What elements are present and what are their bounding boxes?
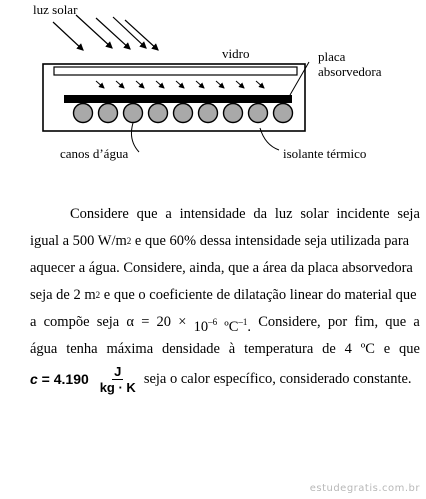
specific-heat-unit: $\frac{J}{kg \cdot K}$ (99, 363, 136, 395)
label-pipes: canos d’água (60, 146, 129, 161)
absorber-plate (64, 95, 292, 103)
label-plate-2: absorvedora (318, 64, 382, 79)
specific-heat-value: c = 4.190 (30, 370, 93, 387)
label-sunlight: luz solar (33, 2, 78, 17)
line-5: a compõe seja α = 20 × $10^{-6}$ ºC$^{-1}$. Considere, por fim, que a (30, 314, 420, 335)
line-2: igual a 500 W/m 2 e que 60% dessa intensidade seja utilizada para (30, 233, 410, 249)
line-3: aquecer a água. Considere, ainda, que a área da placa absorvedora (30, 260, 413, 276)
problem-statement (30, 201, 420, 397)
label-insulation: isolante térmico (283, 146, 367, 161)
label-glass: vidro (222, 46, 250, 61)
line-1: Considere que a intensidade da luz solar incidente seja (70, 206, 420, 222)
line-4: seja de 2 m 2 e que o coeficiente de dilatação linear do material que (30, 287, 417, 303)
label-plate-1: placa (318, 49, 346, 64)
sunlight-rays (53, 15, 158, 50)
solar-collector-diagram (0, 0, 426, 175)
water-pipes (74, 104, 293, 123)
line-6: água tenha máxima densidade à temperatura de 4 ºC e que (30, 341, 420, 357)
line-7: c = 4.190 $\frac{J}{kg \cdot K}$ seja o calor específico, considerado constante. (30, 363, 412, 395)
glass-cover (54, 67, 297, 75)
watermark: estudegratis.com.br (309, 483, 420, 494)
